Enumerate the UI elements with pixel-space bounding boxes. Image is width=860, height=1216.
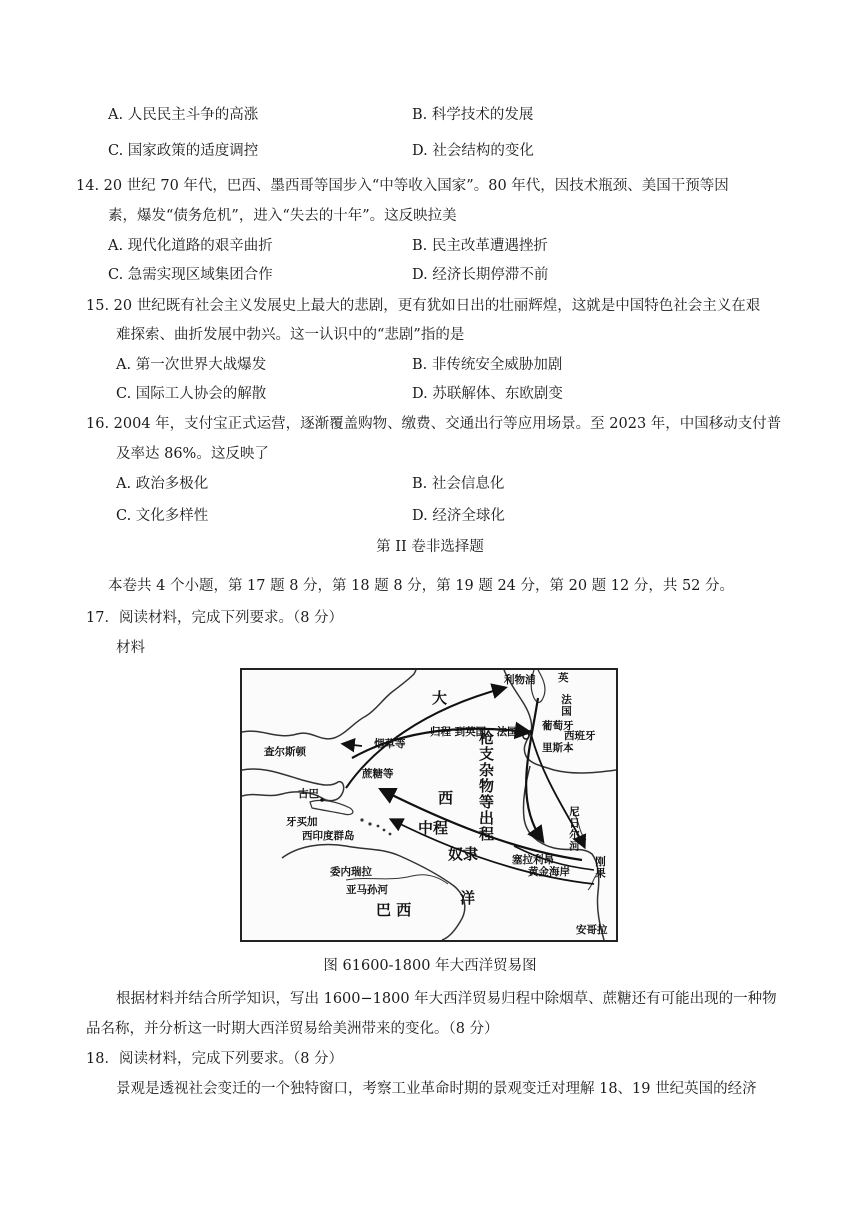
map-label-charleston: 查尔斯顿	[264, 746, 306, 758]
q17-material-label: 材料	[116, 640, 145, 656]
q13-option-a: A. 人民民主斗争的高涨	[108, 107, 259, 123]
q16-stem-line1: 16. 2004 年，支付宝正式运营，逐渐覆盖购物、缴费、交通出行等应用场景。至 2023 年，中国移动支付普	[86, 416, 782, 432]
q14-stem-line1: 14. 20 世纪 70 年代，巴西、墨西哥等国步入“中等收入国家”。80 年代，因技术瓶颈、美国干预等因	[76, 178, 729, 194]
map-label-spain: 西班牙	[564, 730, 596, 742]
map-label-cuba: 古巴	[298, 788, 319, 800]
map-label-england: 英	[558, 672, 569, 684]
map-label-congo: 刚果	[594, 856, 606, 879]
q13-option-b: B. 科学技术的发展	[412, 107, 534, 123]
q17-heading: 17．阅读材料，完成下列要求。（8 分）	[86, 610, 344, 626]
q14-option-b: B. 民主改革遭遇挫折	[412, 238, 548, 254]
map-label-middle-leg: 中程	[418, 819, 449, 837]
q15-option-a: A. 第一次世界大战爆发	[116, 357, 267, 373]
q14-option-c: C. 急需实现区域集团合作	[108, 267, 273, 283]
map-label-slaves: 奴隶	[448, 845, 479, 863]
map-label-return-leg: 归程 到英国、法国	[430, 726, 518, 738]
map-label-gold-coast: 黄金海岸	[528, 866, 570, 878]
atlantic-trade-map	[240, 668, 618, 942]
map-label-liverpool: 利物浦	[504, 674, 536, 686]
q17-requirement-line1: 根据材料并结合所学知识，写出 1600−1800 年大西洋贸易归程中除烟草、蔗糖还有可能出现的一种物	[116, 991, 777, 1007]
cuba-shape	[310, 800, 353, 814]
map-label-da: 大	[432, 689, 448, 707]
q16-option-d: D. 经济全球化	[412, 508, 505, 524]
q14-stem-line2: 素，爆发“债务危机”，进入“失去的十年”。这反映拉美	[108, 208, 457, 224]
q15-stem-line2: 难探索、曲折发展中勃兴。这一认识中的“悲剧”指的是	[116, 327, 465, 343]
map-label-amazon: 亚马孙河	[346, 884, 388, 896]
map-label-sierra-leone: 塞拉利昂	[512, 854, 554, 866]
q16-option-a: A. 政治多极化	[116, 476, 209, 492]
north-america-coast	[242, 670, 416, 739]
q13-option-d: D. 社会结构的变化	[412, 143, 534, 159]
q16-option-c: C. 文化多样性	[116, 508, 209, 524]
q15-option-b: B. 非传统安全威胁加剧	[412, 357, 563, 373]
section2-intro: 本卷共 4 个小题，第 17 题 8 分，第 18 题 8 分，第 19 题 24 分，第 20 题 12 分，共 52 分。	[108, 578, 735, 594]
q15-option-c: C. 国际工人协会的解散	[116, 386, 267, 402]
map-label-yang: 洋	[460, 889, 476, 907]
q17-requirement-line2: 品名称，并分析这一时期大西洋贸易给美洲带来的变化。（8 分）	[86, 1021, 499, 1037]
section2-title: 第 II 卷非选择题	[376, 539, 484, 555]
map-label-tobacco: 烟草等	[374, 738, 406, 750]
q18-heading: 18．阅读材料，完成下列要求。（8 分）	[86, 1051, 344, 1067]
charleston-arrow	[344, 744, 362, 746]
map-label-sugar: 蔗糖等	[362, 768, 394, 780]
africa-coast	[523, 766, 604, 940]
map-label-venezuela: 委内瑞拉	[330, 866, 372, 878]
map-label-france: 法国	[560, 694, 572, 717]
q16-stem-line2: 及率达 86%。这反映了	[116, 446, 269, 462]
q13-option-c: C. 国家政策的适度调控	[108, 143, 259, 159]
q14-option-d: D. 经济长期停滞不前	[412, 267, 549, 283]
florida-coast	[242, 769, 344, 801]
map-label-xi: 西	[438, 789, 454, 807]
q15-stem-line1: 15. 20 世纪既有社会主义发展史上最大的悲剧，更有犹如日出的壮丽辉煌，这就是中国特色社会主义在艰	[86, 298, 761, 314]
map-label-west-indies: 西印度群岛	[302, 830, 355, 842]
map-label-jamaica: 牙买加	[286, 816, 318, 828]
map-label-angola: 安哥拉	[576, 924, 608, 936]
map-label-brazil: 巴 西	[376, 901, 412, 919]
map-label-outbound: 枪支杂物等出程	[477, 730, 495, 842]
q16-option-b: B. 社会信息化	[412, 476, 505, 492]
map-label-niger: 尼日尔河	[568, 806, 580, 852]
q17-figure-caption: 图 61600-1800 年大西洋贸易图	[323, 958, 537, 974]
q14-option-a: A. 现代化道路的艰辛曲折	[108, 238, 273, 254]
map-label-lisbon: 里斯本	[542, 742, 574, 754]
q18-line1: 景观是透视社会变迁的一个独特窗口，考察工业革命时期的景观变迁对理解 18、19 世纪英国的经济	[116, 1081, 757, 1097]
map-label-portugal: 葡萄牙	[542, 720, 574, 732]
q15-option-d: D. 苏联解体、东欧剧变	[412, 386, 563, 402]
